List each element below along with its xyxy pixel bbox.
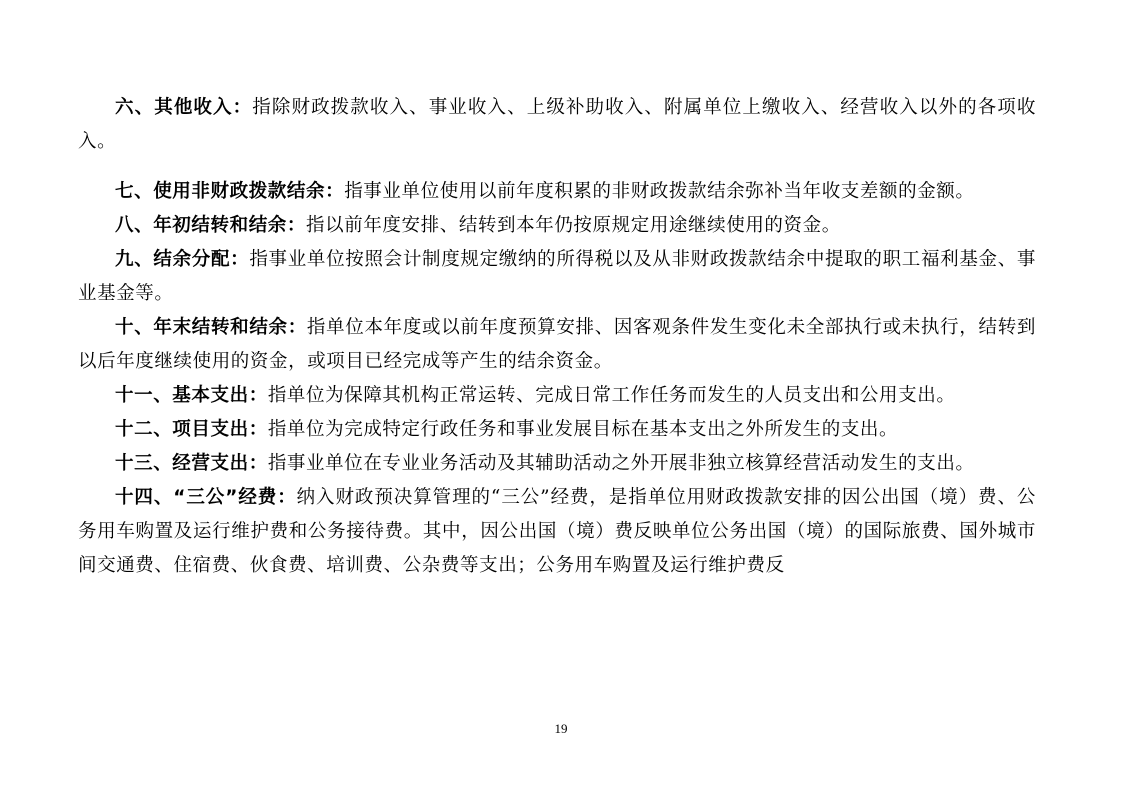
paragraph-three-public-expenses <box>78 481 1036 583</box>
term-definition: 指单位本年度或以前年度预算安排、因客观条件发生变化未全部执行或未执行，结转到以后年度继续使用的资金，或项目已经完成等产生的结余资金。 <box>78 317 1036 372</box>
term-heading: 十、年末结转和结余： <box>115 317 307 338</box>
term-heading: 十四、“三公”经费： <box>115 487 297 508</box>
paragraph-operating-expenditure <box>78 447 1036 481</box>
term-definition: 指单位为保障其机构正常运转、完成日常工作任务而发生的人员支出和公用支出。 <box>267 385 956 406</box>
term-definition: 纳入财政预决算管理的“三公”经费，是指单位用财政拨款安排的因公出国（境）费、公务用车购置及运行维护费和公务接待费。其中，因公出国（境）费反映单位公务出国（境）的国际旅费、国外城市间交通费、住宿费、伙食费、培训费、公杂费等支出；公务用车购置及运行维护费反 <box>78 487 1036 576</box>
term-definition: 指以前年度安排、结转到本年仍按原规定用途继续使用的资金。 <box>306 215 841 236</box>
term-definition: 指除财政拨款收入、事业收入、上级补助收入、附属单位上缴收入、经营收入以外的各项收入。 <box>78 97 1036 152</box>
term-heading: 六、其他收入： <box>115 97 253 118</box>
paragraph-surplus-distribution <box>78 243 1036 311</box>
term-heading: 十三、经营支出： <box>115 453 268 474</box>
term-heading: 八、年初结转和结余： <box>115 215 307 236</box>
paragraph-basic-expenditure <box>78 379 1036 413</box>
page-number: 19 <box>554 721 568 736</box>
paragraph-project-expenditure <box>78 413 1036 447</box>
term-definition: 指单位为完成特定行政任务和事业发展目标在基本支出之外所发生的支出。 <box>267 419 899 440</box>
paragraph-opening-carryover <box>78 209 1036 243</box>
paragraph-other-income <box>78 91 1036 159</box>
paragraph-non-fiscal-surplus <box>78 175 1036 209</box>
term-heading: 十一、基本支出： <box>115 385 268 406</box>
term-heading: 九、结余分配： <box>115 249 250 270</box>
term-heading: 十二、项目支出： <box>115 419 268 440</box>
term-definition: 指事业单位在专业业务活动及其辅助活动之外开展非独立核算经营活动发生的支出。 <box>267 453 975 474</box>
term-definition: 指事业单位使用以前年度积累的非财政拨款结余弥补当年收支差额的金额。 <box>344 181 975 202</box>
document-body <box>78 91 1036 583</box>
paragraph-closing-carryover <box>78 311 1036 379</box>
term-heading: 七、使用非财政拨款结余： <box>115 181 345 202</box>
term-definition: 指事业单位按照会计制度规定缴纳的所得税以及从非财政拨款结余中提取的职工福利基金、事业基金等。 <box>78 249 1036 304</box>
